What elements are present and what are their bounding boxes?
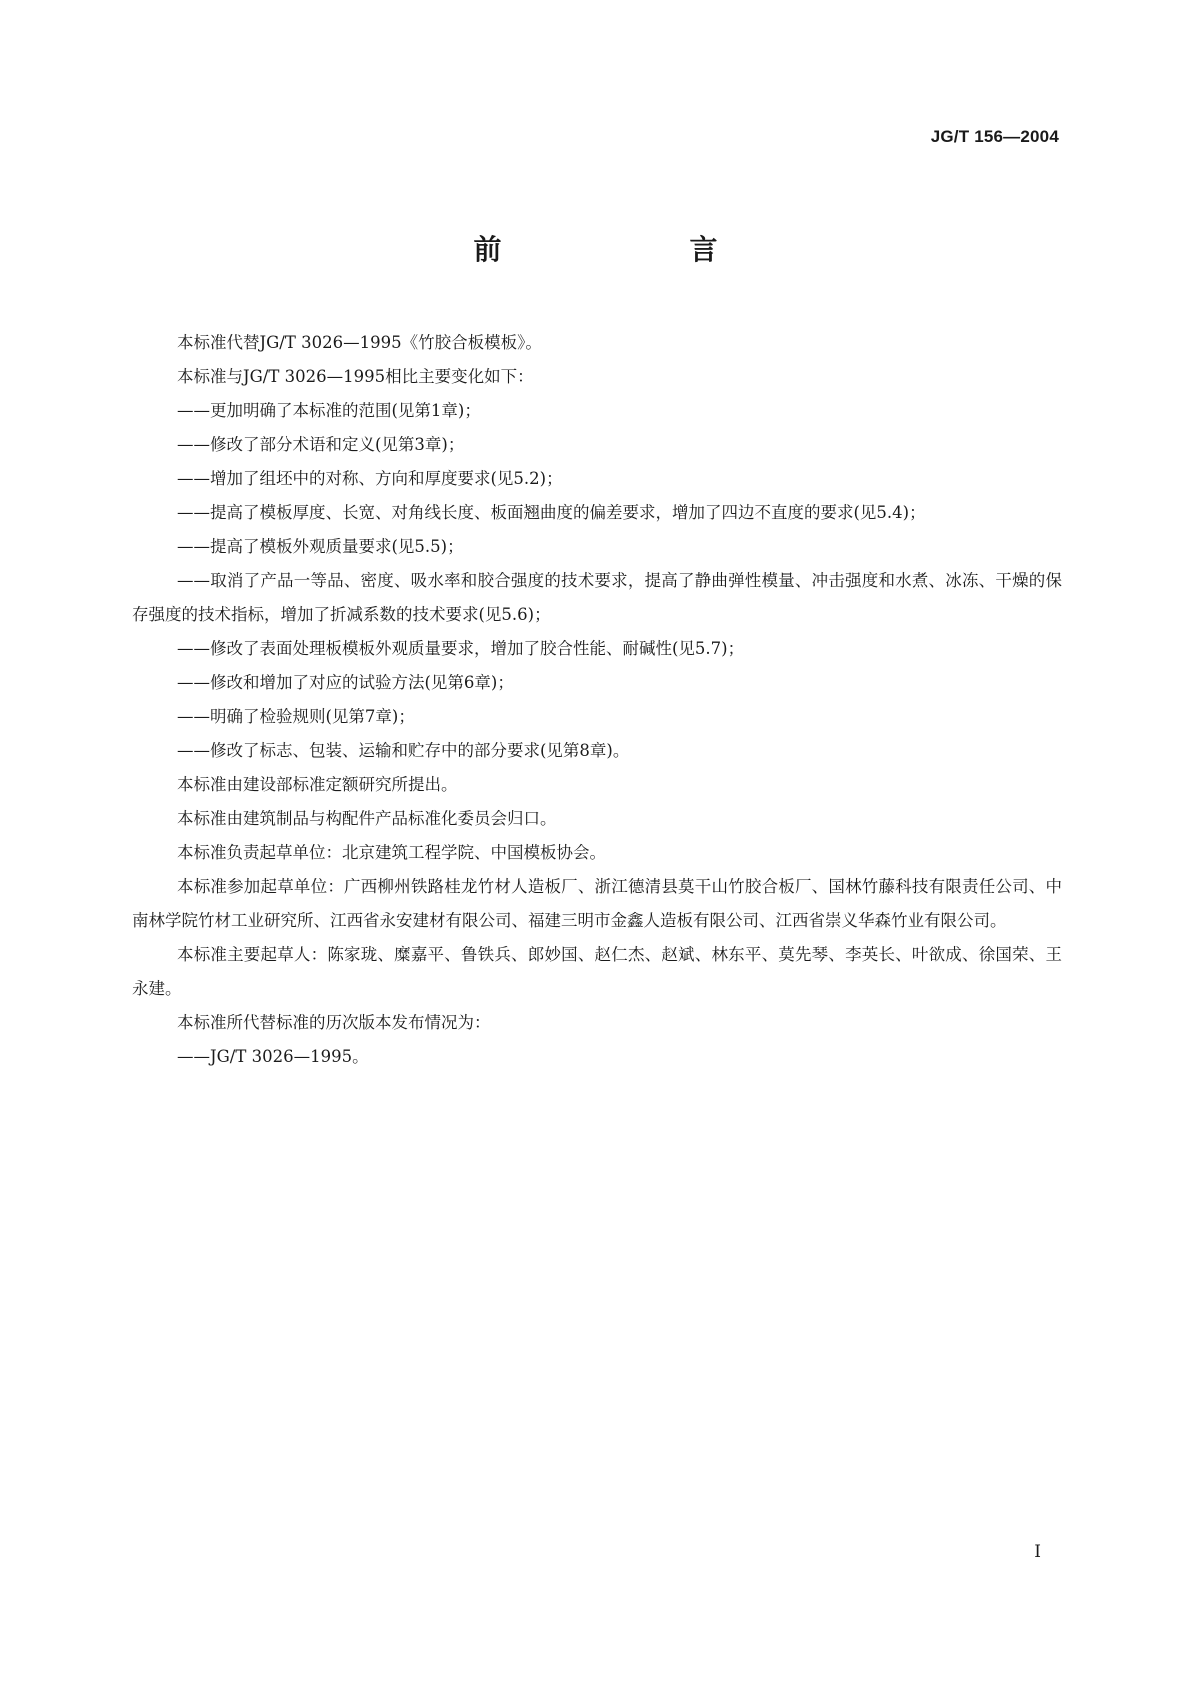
paragraph: 本标准所代替标准的历次版本发布情况为：: [177, 1013, 491, 1032]
paragraph: 本标准由建筑制品与构配件产品标准化委员会归口。: [177, 809, 557, 828]
list-item: ——明确了检验规则(见第7章)；: [177, 707, 415, 726]
page-title: 前 言: [473, 233, 762, 266]
list-item: ——更加明确了本标准的范围(见第1章)；: [177, 401, 481, 420]
page-number: I: [1034, 1542, 1041, 1562]
paragraph: 本标准主要起草人：陈家珑、糜嘉平、鲁铁兵、郎妙国、赵仁杰、赵斌、林东平、莫先琴、李英长、叶欲成、徐国荣、王永建。: [132, 945, 1062, 998]
paragraph: 本标准代替JG/T 3026—1995《竹胶合板模板》。: [177, 333, 542, 352]
standard-code: JG/T 156—2004: [930, 127, 1059, 146]
list-item: ——提高了模板外观质量要求(见5.5)；: [177, 537, 464, 556]
foreword-body: [132, 326, 1062, 1074]
list-item: ——修改和增加了对应的试验方法(见第6章)；: [177, 673, 514, 692]
list-item: ——修改了表面处理板模板外观质量要求，增加了胶合性能、耐碱性(见5.7)；: [177, 639, 745, 658]
list-item: ——JG/T 3026—1995。: [177, 1047, 369, 1066]
paragraph: 本标准负责起草单位：北京建筑工程学院、中国模板协会。: [177, 843, 606, 862]
list-item: ——修改了标志、包装、运输和贮存中的部分要求(见第8章)。: [177, 741, 630, 760]
list-item: ——提高了模板厚度、长宽、对角线长度、板面翘曲度的偏差要求，增加了四边不直度的要求(见5.4)；: [177, 503, 926, 522]
paragraph: 本标准参加起草单位：广西柳州铁路桂龙竹材人造板厂、浙江德清县莫干山竹胶合板厂、国林竹藤科技有限责任公司、中南林学院竹材工业研究所、江西省永安建材有限公司、福建三明市金鑫人造板有限公司、江西省崇义华森竹业有限公司。: [132, 877, 1062, 930]
paragraph: 本标准由建设部标准定额研究所提出。: [177, 775, 458, 794]
list-item: ——增加了组坯中的对称、方向和厚度要求(见5.2)；: [177, 469, 563, 488]
list-item: ——修改了部分术语和定义(见第3章)；: [177, 435, 465, 454]
paragraph: 本标准与JG/T 3026—1995相比主要变化如下：: [177, 367, 534, 386]
list-item: ——取消了产品一等品、密度、吸水率和胶合强度的技术要求，提高了静曲弹性模量、冲击强度和水煮、冰冻、干燥的保存强度的技术指标，增加了折减系数的技术要求(见5.6)；: [132, 571, 1062, 624]
